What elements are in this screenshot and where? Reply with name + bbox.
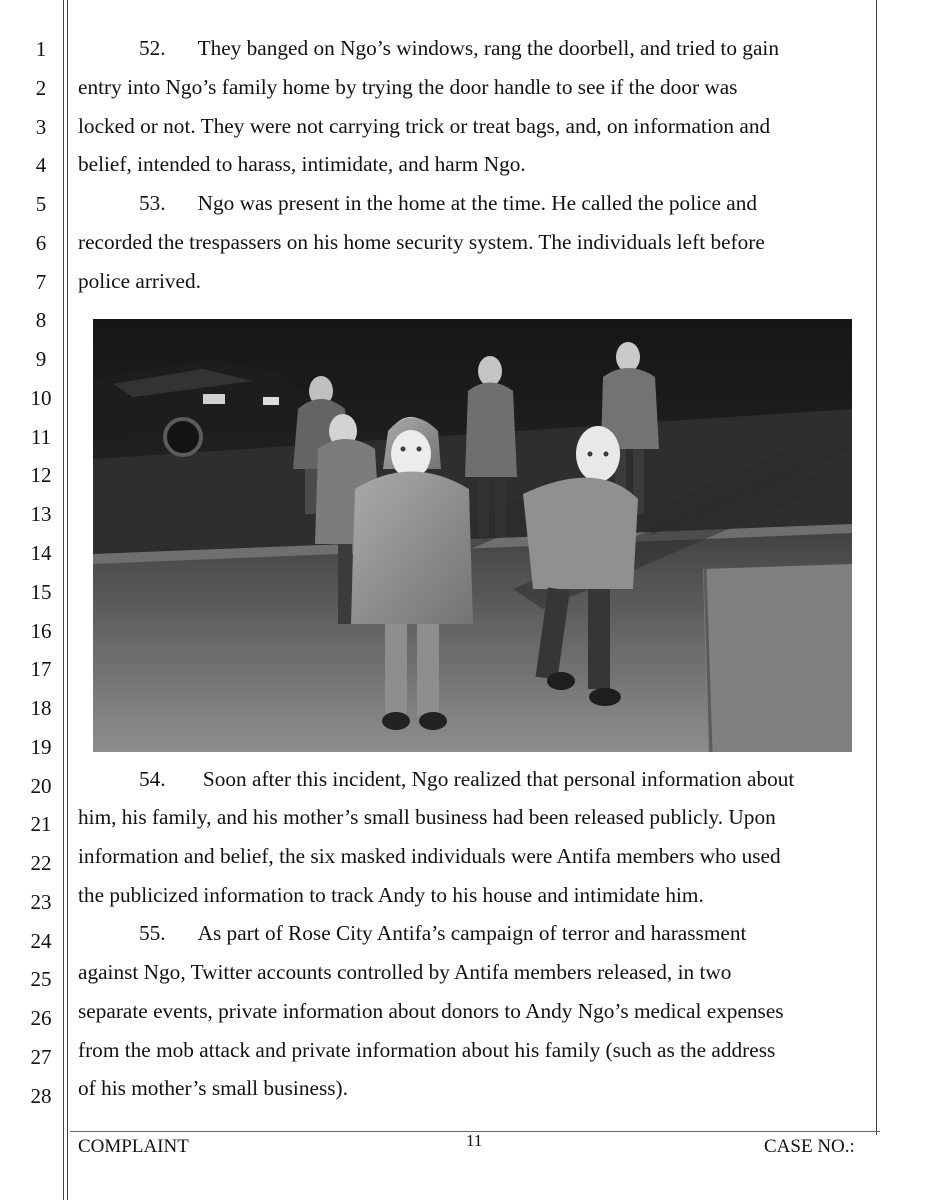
line-number: 6 bbox=[35, 231, 47, 255]
line-number: 24 bbox=[30, 929, 52, 953]
line-number: 20 bbox=[30, 774, 52, 798]
paragraph-line: police arrived. bbox=[78, 269, 201, 293]
paragraph-line: separate events, private information about donors to Andy Ngo’s medical expenses bbox=[78, 999, 784, 1023]
line-number: 28 bbox=[30, 1084, 52, 1108]
line-number: 14 bbox=[30, 541, 52, 565]
right-margin-rule bbox=[876, 0, 877, 1135]
line-number: 16 bbox=[30, 619, 52, 643]
line-number: 5 bbox=[35, 192, 47, 216]
security-camera-photo bbox=[93, 319, 852, 752]
paragraph-line: 54. Soon after this incident, Ngo realized that personal information about bbox=[139, 767, 795, 791]
footer-page-number: 11 bbox=[466, 1131, 483, 1150]
line-number: 25 bbox=[30, 967, 52, 991]
line-number: 9 bbox=[35, 347, 47, 371]
footer-document-title: COMPLAINT bbox=[78, 1136, 189, 1157]
line-number: 8 bbox=[35, 308, 47, 332]
paragraph-line: information and belief, the six masked individuals were Antifa members who used bbox=[78, 844, 781, 868]
line-number: 18 bbox=[30, 696, 52, 720]
paragraph-line: recorded the trespassers on his home security system. The individuals left before bbox=[78, 230, 765, 254]
line-number: 11 bbox=[30, 425, 52, 449]
line-number: 3 bbox=[35, 115, 47, 139]
paragraph-line: entry into Ngo’s family home by trying the door handle to see if the door was bbox=[78, 75, 738, 99]
paragraph-line: from the mob attack and private information about his family (such as the address bbox=[78, 1038, 776, 1062]
paragraph-line: the publicized information to track Andy to his house and intimidate him. bbox=[78, 883, 704, 907]
line-number: 15 bbox=[30, 580, 52, 604]
line-number: 21 bbox=[30, 812, 52, 836]
left-margin-rule-outer bbox=[63, 0, 64, 1200]
left-margin-rule-inner bbox=[67, 0, 68, 1200]
line-number: 17 bbox=[30, 657, 52, 681]
line-number: 23 bbox=[30, 890, 52, 914]
paragraph-line: him, his family, and his mother’s small business had been released publicly. Upon bbox=[78, 805, 776, 829]
line-number: 1 bbox=[35, 37, 47, 61]
line-number: 2 bbox=[35, 76, 47, 100]
line-number: 12 bbox=[30, 463, 52, 487]
footer-case-number: CASE NO.: bbox=[764, 1136, 855, 1157]
line-number: 19 bbox=[30, 735, 52, 759]
line-number: 13 bbox=[30, 502, 52, 526]
line-number: 22 bbox=[30, 851, 52, 875]
line-number: 26 bbox=[30, 1006, 52, 1030]
line-number: 27 bbox=[30, 1045, 52, 1069]
paragraph-line: against Ngo, Twitter accounts controlled by Antifa members released, in two bbox=[78, 960, 732, 984]
paragraph-line: locked or not. They were not carrying trick or treat bags, and, on information and bbox=[78, 114, 771, 138]
line-number: 4 bbox=[35, 153, 47, 177]
paragraph-line: belief, intended to harass, intimidate, and harm Ngo. bbox=[78, 152, 526, 176]
paragraph-line: of his mother’s small business). bbox=[78, 1076, 348, 1100]
line-number: 10 bbox=[30, 386, 52, 410]
paragraph-line: 52. They banged on Ngo’s windows, rang the doorbell, and tried to gain bbox=[139, 36, 779, 60]
paragraph-line: 55. As part of Rose City Antifa’s campaign of terror and harassment bbox=[139, 921, 747, 945]
line-number: 7 bbox=[35, 270, 47, 294]
paragraph-line: 53. Ngo was present in the home at the time. He called the police and bbox=[139, 191, 758, 215]
